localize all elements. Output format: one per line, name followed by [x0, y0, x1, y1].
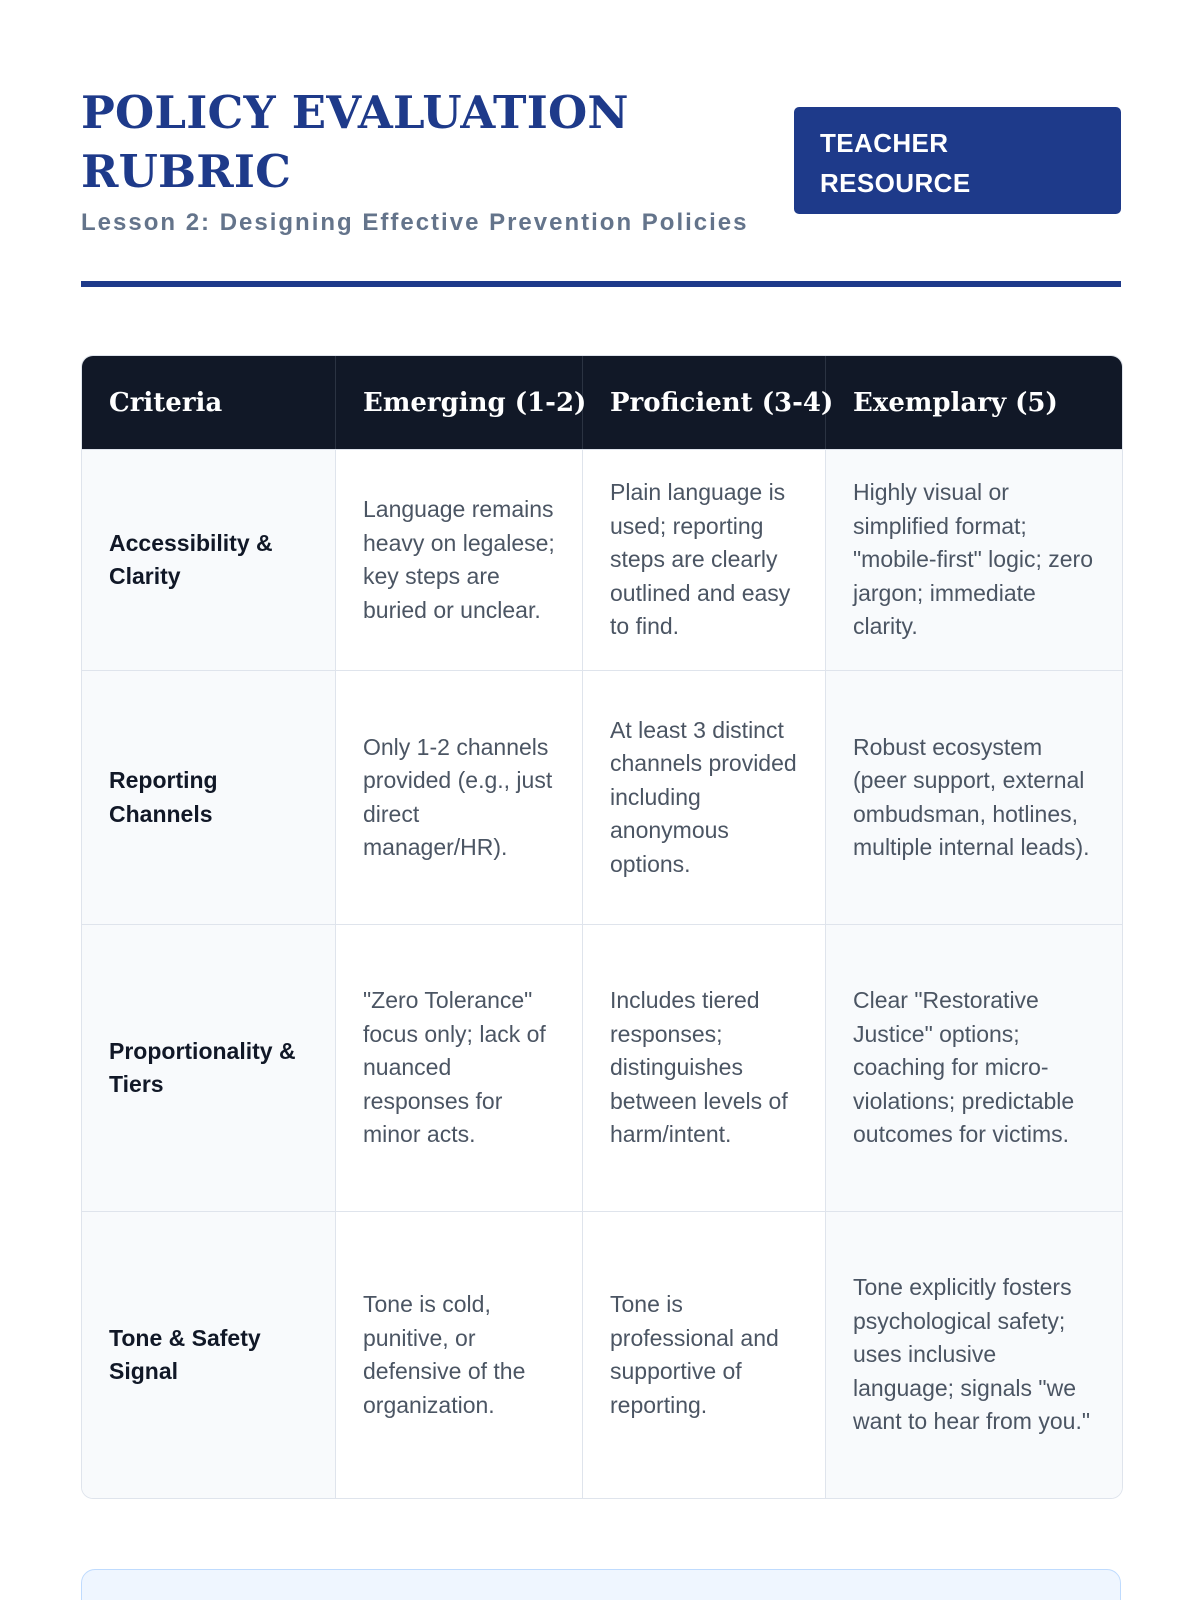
table-row: [82, 1211, 1122, 1498]
emerging-cell: "Zero Tolerance" focus only; lack of nuanced responses for minor acts.: [336, 924, 583, 1211]
page-header: [81, 80, 1121, 288]
exemplary-cell: Clear "Restorative Justice" options; coaching for micro-violations; predictable outcomes for victims.: [826, 924, 1122, 1211]
criteria-cell: Accessibility & Clarity: [82, 449, 336, 670]
proficient-cell: Includes tiered responses; distinguishes between levels of harm/intent.: [583, 924, 826, 1211]
lesson-subtitle: Lesson 2: Designing Effective Prevention Policies: [81, 209, 749, 236]
emerging-cell: Only 1-2 channels provided (e.g., just direct manager/HR).: [336, 670, 583, 924]
rubric-table: [81, 355, 1123, 1499]
exemplary-cell: Robust ecosystem (peer support, external ombudsman, hotlines, multiple internal leads).: [826, 670, 1122, 924]
table-header-row: [82, 356, 1122, 449]
criteria-cell: Proportionality & Tiers: [82, 924, 336, 1211]
proficient-cell: At least 3 distinct channels provided including anonymous options.: [583, 670, 826, 924]
exemplary-cell: Tone explicitly fosters psychological safety; uses inclusive language; signals "we want to hear from you.": [826, 1211, 1122, 1498]
table-row: [82, 924, 1122, 1211]
table-row: [82, 670, 1122, 924]
emerging-cell: Language remains heavy on legalese; key steps are buried or unclear.: [336, 449, 583, 670]
table-row: [82, 449, 1122, 670]
proficient-cell: Plain language is used; reporting steps are clearly outlined and easy to find.: [583, 449, 826, 670]
teacher-resource-badge: TEACHER RESOURCE: [794, 107, 1121, 214]
emerging-cell: Tone is cold, punitive, or defensive of the organization.: [336, 1211, 583, 1498]
criteria-cell: Reporting Channels: [82, 670, 336, 924]
column-header-exemplary: Exemplary (5): [826, 356, 1122, 449]
lesson-note-box: [81, 1569, 1121, 1600]
header-divider: [81, 281, 1121, 287]
criteria-cell: Tone & Safety Signal: [82, 1211, 336, 1498]
column-header-criteria: Criteria: [82, 356, 336, 449]
exemplary-cell: Highly visual or simplified format; "mobile-first" logic; zero jargon; immediate clarity.: [826, 449, 1122, 670]
page-title: POLICY EVALUATION RUBRIC: [81, 86, 629, 198]
column-header-emerging: Emerging (1-2): [336, 356, 583, 449]
column-header-proficient: Proficient (3-4): [583, 356, 826, 449]
rubric-page: [81, 0, 1121, 1600]
proficient-cell: Tone is professional and supportive of reporting.: [583, 1211, 826, 1498]
